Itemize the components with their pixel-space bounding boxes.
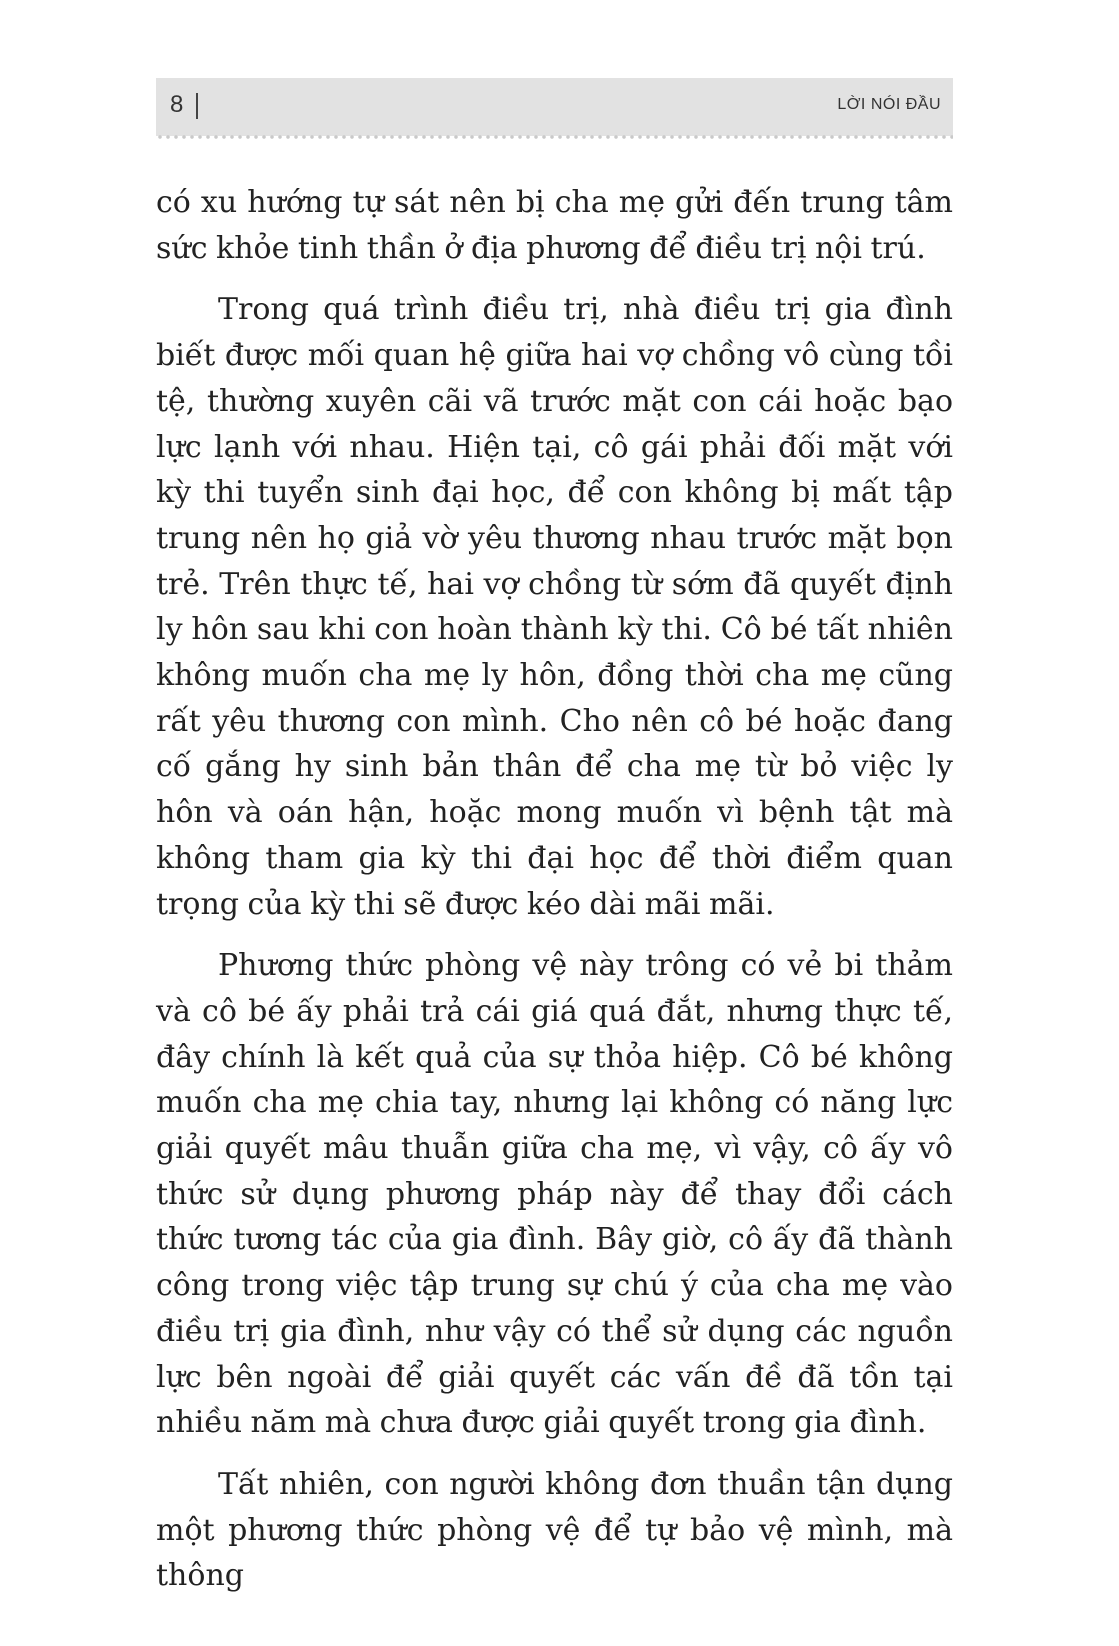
paragraph-1: có xu hướng tự sát nên bị cha mẹ gửi đến trung tâm sức khỏe tinh thần ở địa phương để điều trị nội trú. [156,185,953,266]
header-dotted-border [156,134,953,140]
header-divider [196,93,198,119]
body-text [156,180,953,1615]
section-title: LỜI NÓI ĐẦU [837,96,941,113]
paragraph-2: Trong quá trình điều trị, nhà điều trị gia đình biết được mối quan hệ giữa hai vợ chồng vô cùng tồi tệ, thường xuyên cãi vã trước mặt con cái hoặc bạo lực lạnh với nhau. Hiện tại, cô gái phải đối mặt với kỳ thi tuyển sinh đại học, để con không bị mất tập trung nên họ giả vờ yêu thương nhau trước mặt bọn trẻ. Trên thực tế, hai vợ chồng từ sớm đã quyết định ly hôn sau khi con hoàn thành kỳ thi. Cô bé tất nhiên không muốn cha mẹ ly hôn, đồng thời cha mẹ cũng rất yêu thương con mình. Cho nên cô bé hoặc đang cố gắng hy sinh bản thân để cha mẹ từ bỏ việc ly hôn và oán hận, hoặc mong muốn vì bệnh tật mà không tham gia kỳ thi đại học để thời điểm quan trọng của kỳ thi sẽ được kéo dài mãi mãi. [156,292,953,922]
paragraph-4: Tất nhiên, con người không đơn thuần tận dụng một phương thức phòng vệ để tự bảo vệ mình, mà thông [156,1466,953,1594]
page-header [156,78,953,136]
paragraph-3: Phương thức phòng vệ này trông có vẻ bi thảm và cô bé ấy phải trả cái giá quá đắt, nhưng thực tế, đây chính là kết quả của sự thỏa hiệp. Cô bé không muốn cha mẹ chia tay, nhưng lại không có năng lực giải quyết mâu thuẫn giữa cha mẹ, vì vậy, cô ấy vô thức sử dụng phương pháp này để thay đổi cách thức tương tác của gia đình. Bây giờ, cô ấy đã thành công trong việc tập trung sự chú ý của cha mẹ vào điều trị gia đình, như vậy có thể sử dụng các nguồn lực bên ngoài để giải quyết các vấn đề đã tồn tại nhiều năm mà chưa được giải quyết trong gia đình. [156,948,953,1441]
page-number: 8 [170,91,184,118]
